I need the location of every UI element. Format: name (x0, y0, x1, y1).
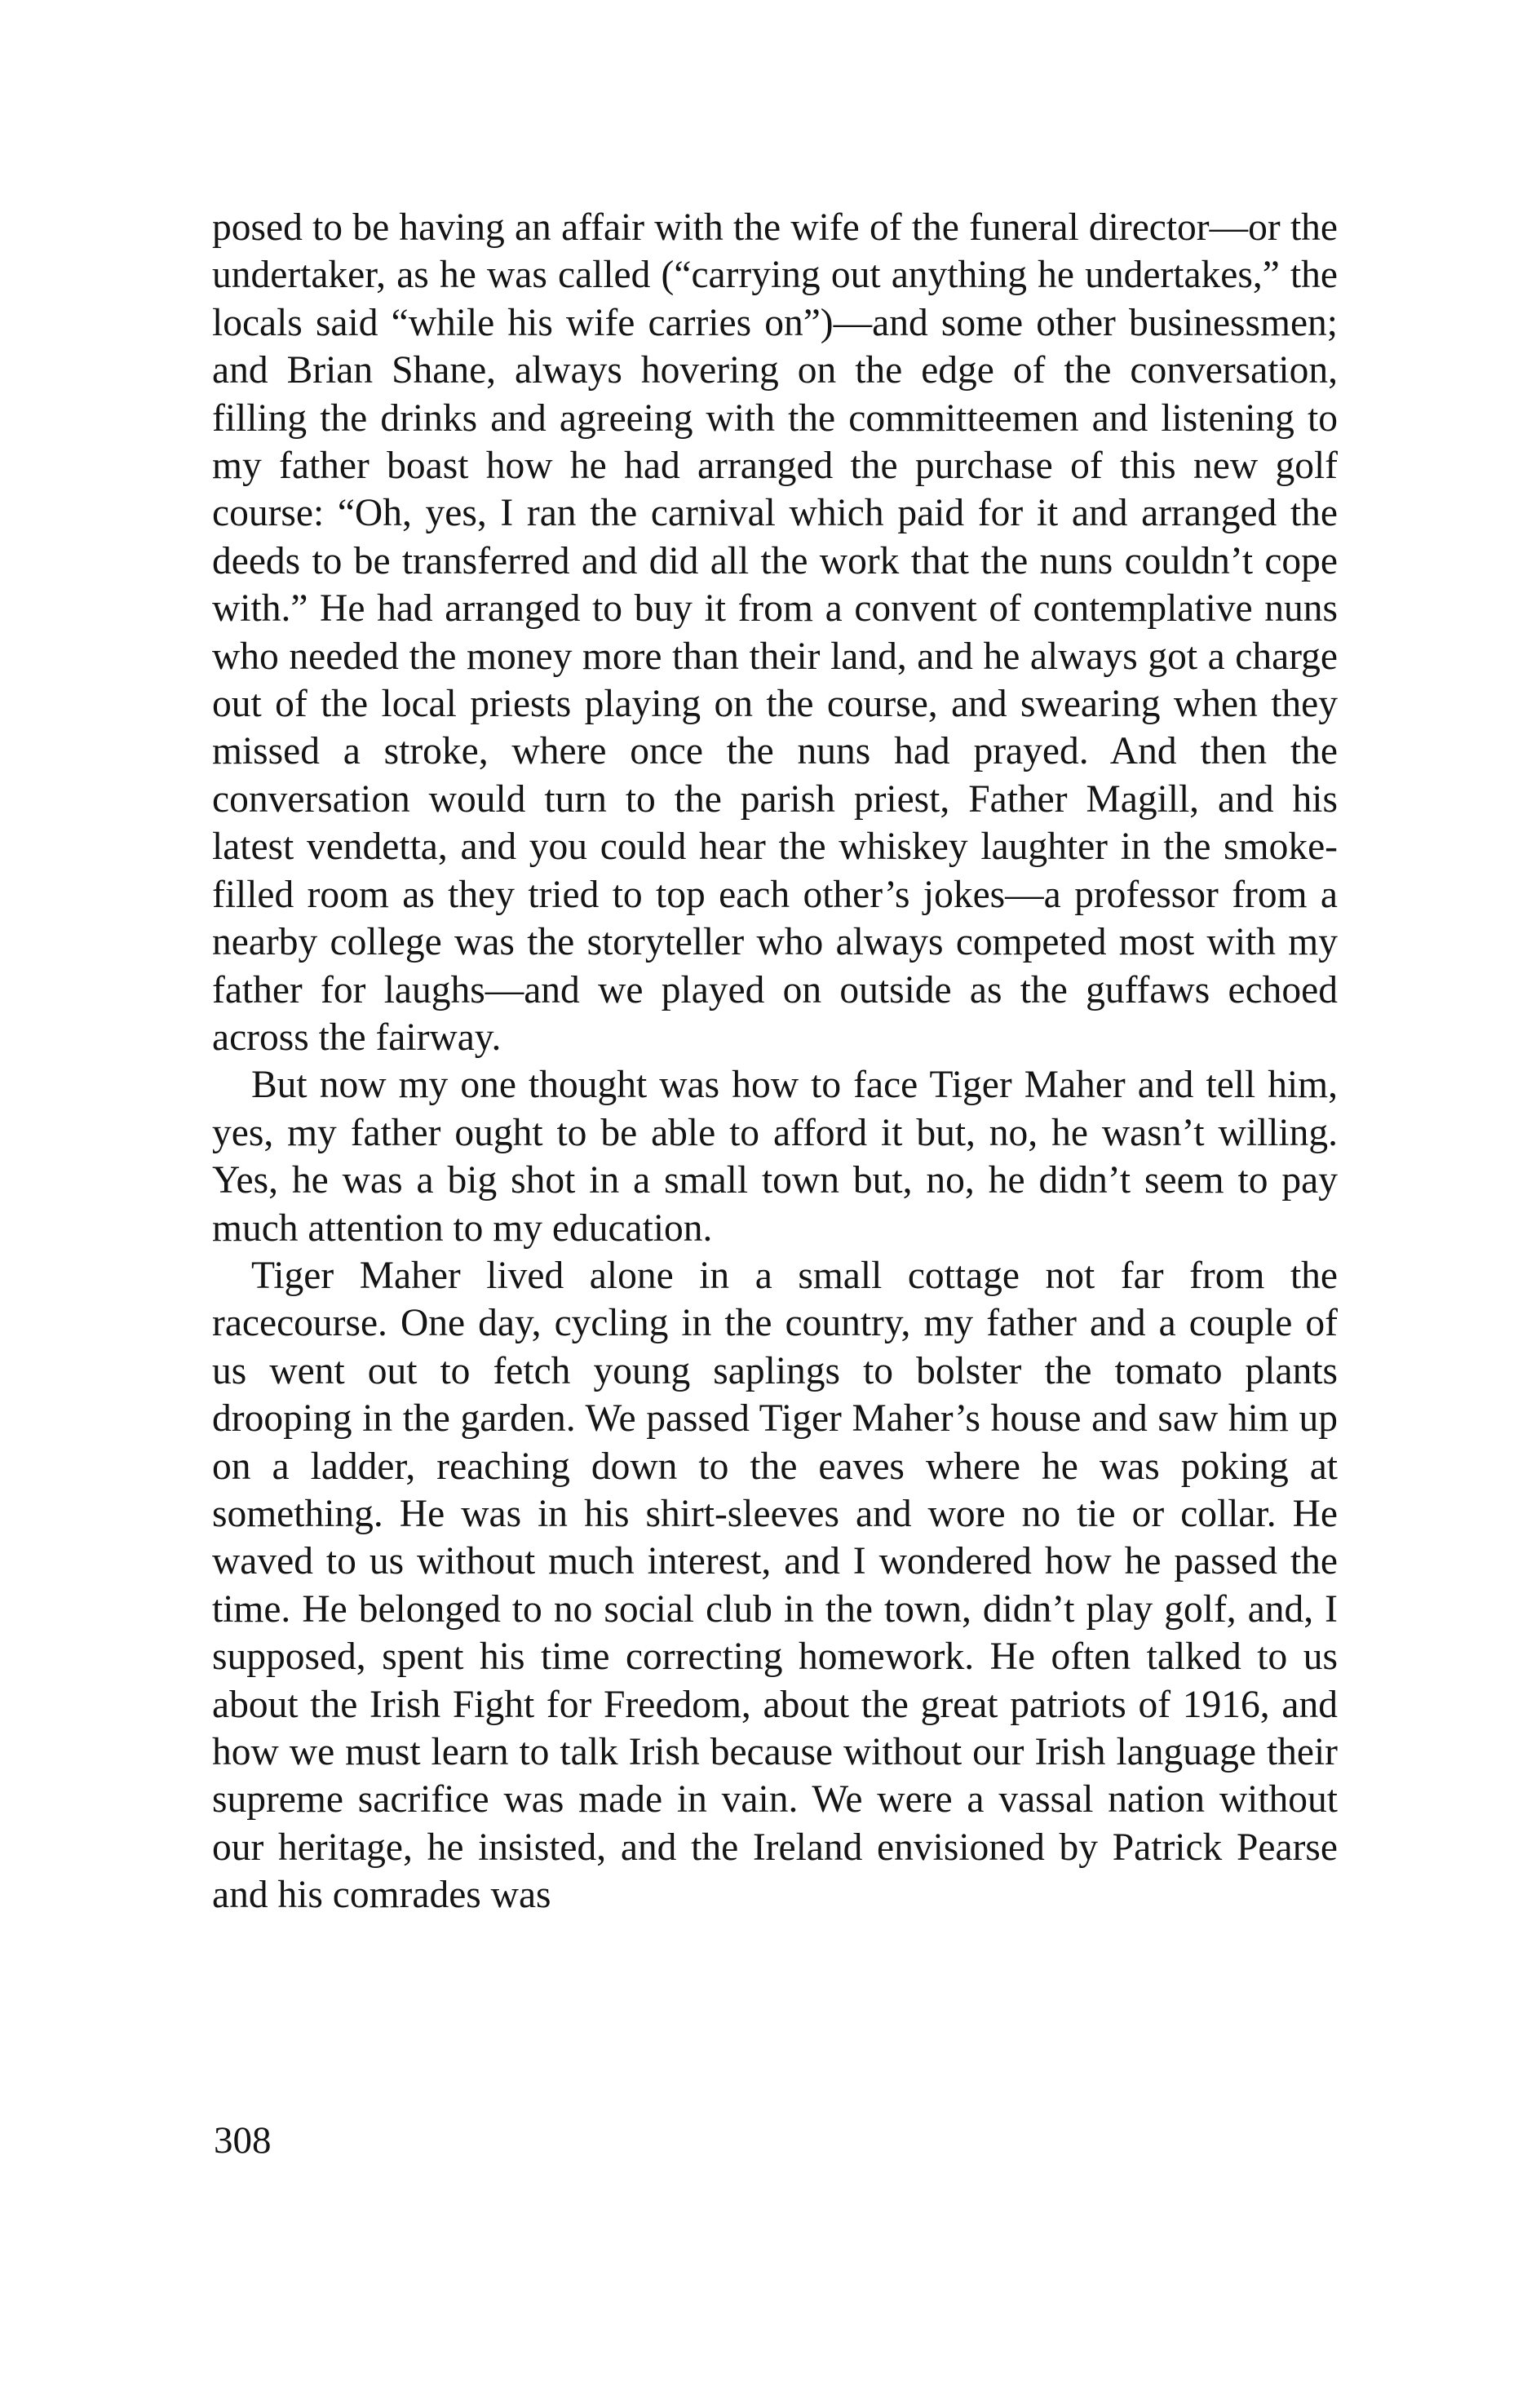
paragraph-tiger-maher-cottage: Tiger Maher lived alone in a small cottage not far from the racecourse. One day, cycling in the country, my father and a couple of us went out to fetch young saplings to bolster the tomato plants drooping in the garden. We passed Tiger Maher’s house and saw him up on a ladder, reaching down to the eaves where he was poking at something. He was in his shirt-sleeves and wore no tie or collar. He waved to us without much interest, and I wondered how he passed the time. He belonged to no social club in the town, didn’t play golf, and, I supposed, spent his time correcting homework. He often talked to us about the Irish Fight for Freedom, about the great patriots of 1916, and how we must learn to talk Irish because without our Irish language their supreme sacrifice was made in vain. We were a vassal nation without our heritage, he insisted, and the Ireland envisioned by Patrick Pearse and his comrades was (212, 1254, 1338, 1917)
page-number: 308 (214, 2119, 272, 2162)
body-text (212, 204, 1338, 1919)
paragraph-tiger-maher-education: But now my one thought was how to face Tiger Maher and tell him, yes, my father ought to be able to afford it but, no, he wasn’t willing. Yes, he was a big shot in a small town but, no, he didn’t seem to pay much attention to my education. (212, 1064, 1338, 1250)
paragraph-continued: posed to be having an affair with the wife of the funeral director—or the undertaker, as he was called (“carrying out anything he undertakes,” the locals said “while his wife carries on”)—and some other businessmen; and Brian Shane, always hovering on the edge of the conversation, filling the drinks and agreeing with the committeemen and listening to my father boast how he had arranged the purchase of this new golf course: “Oh, yes, I ran the carnival which paid for it and arranged the deeds to be transferred and did all the work that the nuns couldn’t cope with.” He had arranged to buy it from a convent of contemplative nuns who needed the money more than their land, and he always got a charge out of the local priests playing on the course, and swearing when they missed a stroke, where once the nuns had prayed. And then the conversation would turn to the parish priest, Father Magill, and his latest vendetta, and you could hear the whiskey laughter in the smoke-filled room as they tried to top each other’s jokes—a professor from a nearby college was the storyteller who always competed most with my father for laughs—and we played on outside as the guffaws echoed across the fairway. (212, 206, 1338, 1059)
